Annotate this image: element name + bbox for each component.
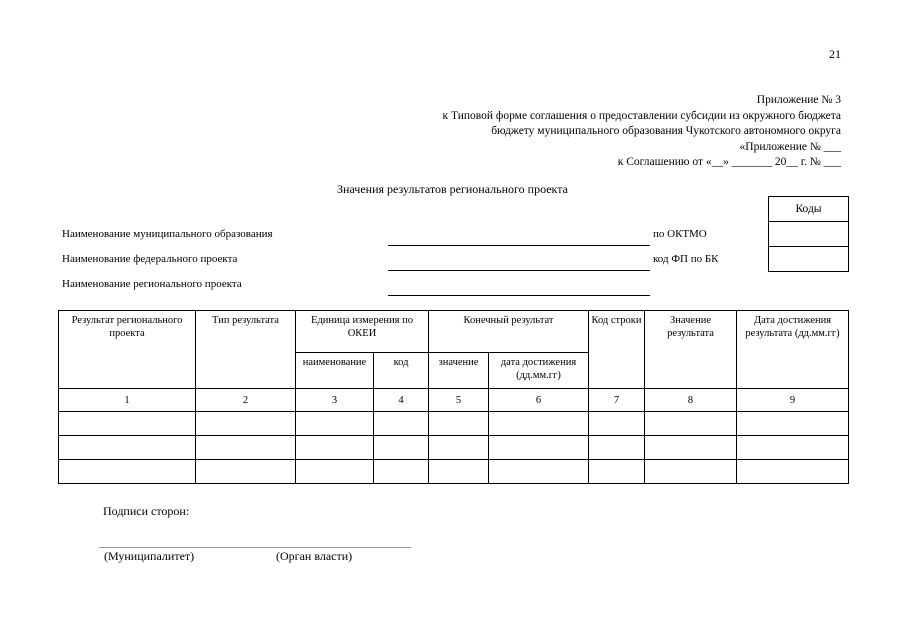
table-cell[interactable]	[429, 436, 489, 460]
table-cell[interactable]	[589, 412, 645, 436]
table-cell[interactable]	[59, 460, 196, 484]
header-final: Конечный результат	[429, 311, 589, 353]
codes-header: Коды	[795, 203, 822, 215]
signature-line[interactable]	[99, 547, 411, 548]
column-number: 4	[374, 389, 429, 412]
header-unit-name: наименование	[296, 353, 374, 389]
header-unit-code: код	[374, 353, 429, 389]
table-row	[59, 460, 849, 484]
table-cell[interactable]	[737, 460, 849, 484]
header-final-date: дата достижения (дд.мм.гг)	[489, 353, 589, 389]
table-cell[interactable]	[196, 412, 296, 436]
column-number: 7	[589, 389, 645, 412]
field-label-municipality: Наименование муниципального образования	[62, 228, 273, 240]
column-number: 8	[645, 389, 737, 412]
table-cell[interactable]	[645, 460, 737, 484]
header-type: Тип результата	[196, 311, 296, 389]
table-cell[interactable]	[429, 460, 489, 484]
signature-authority: (Орган власти)	[276, 549, 353, 563]
header-final-value: значение	[429, 353, 489, 389]
column-number: 1	[59, 389, 196, 412]
appendix-header-line: Приложение № 3	[756, 94, 841, 106]
appendix-header-line: бюджету муниципального образования Чукотского автономного округа	[491, 125, 841, 137]
table-cell[interactable]	[59, 412, 196, 436]
table-cell[interactable]	[196, 436, 296, 460]
table-cell[interactable]	[589, 436, 645, 460]
table-cell[interactable]	[489, 412, 589, 436]
header-result: Результат регионального проекта	[59, 311, 196, 389]
document-title: Значения результатов регионального проекта	[337, 182, 568, 196]
table-cell[interactable]	[59, 436, 196, 460]
column-number: 3	[296, 389, 374, 412]
signature-municipality: (Муниципалитет)	[104, 549, 195, 563]
table-cell[interactable]	[489, 436, 589, 460]
code-label-fp: код ФП по БК	[653, 253, 719, 265]
column-number: 6	[489, 389, 589, 412]
page-number: 21	[829, 47, 841, 61]
signatures-title: Подписи сторон:	[103, 504, 190, 518]
table-cell[interactable]	[737, 412, 849, 436]
field-line-regional-project[interactable]	[388, 295, 650, 296]
appendix-header	[443, 93, 841, 171]
column-number: 5	[429, 389, 489, 412]
table-cell[interactable]	[589, 460, 645, 484]
field-label-regional-project: Наименование регионального проекта	[62, 278, 242, 290]
table-cell[interactable]	[374, 412, 429, 436]
field-line-federal-project[interactable]	[388, 270, 650, 271]
table-row	[59, 412, 849, 436]
table-row	[59, 436, 849, 460]
code-cell-oktmo[interactable]	[769, 221, 848, 246]
table-cell[interactable]	[296, 412, 374, 436]
appendix-header-line: к Соглашению от «__» _______ 20__ г. № ___	[617, 156, 841, 168]
column-number: 2	[196, 389, 296, 412]
header-row-code: Код строки	[589, 311, 645, 389]
table-cell[interactable]	[374, 436, 429, 460]
code-label-oktmo: по ОКТМО	[653, 228, 707, 240]
header-date: Дата достижения результата (дд.мм.гг)	[737, 311, 849, 389]
table-cell[interactable]	[429, 412, 489, 436]
column-number: 9	[737, 389, 849, 412]
appendix-header-line: к Типовой форме соглашения о предоставлении субсидии из окружного бюджета	[442, 109, 841, 122]
field-line-municipality[interactable]	[388, 245, 650, 246]
codes-box	[768, 196, 849, 272]
field-label-federal-project: Наименование федерального проекта	[62, 253, 238, 265]
table-cell[interactable]	[296, 436, 374, 460]
table-cell[interactable]	[645, 436, 737, 460]
table-cell[interactable]	[296, 460, 374, 484]
appendix-header-line: «Приложение № ___	[739, 140, 841, 153]
table-cell[interactable]	[737, 436, 849, 460]
results-table	[58, 310, 849, 484]
table-cell[interactable]	[645, 412, 737, 436]
table-cell[interactable]	[374, 460, 429, 484]
table-cell[interactable]	[196, 460, 296, 484]
header-unit: Единица измерения по ОКЕИ	[296, 311, 429, 353]
code-cell-fp[interactable]	[769, 246, 848, 271]
header-value: Значение результата	[645, 311, 737, 389]
table-cell[interactable]	[489, 460, 589, 484]
